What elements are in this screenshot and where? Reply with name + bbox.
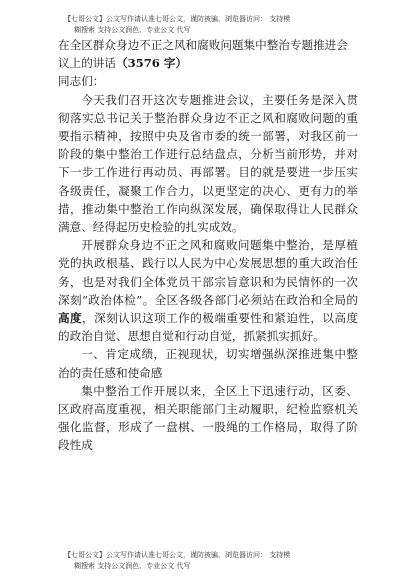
page-header-watermark — [64, 14, 364, 36]
document-title — [58, 36, 358, 72]
document-body — [58, 36, 358, 455]
footer-line-1: 【七哥公文】公文写作请认准七哥公文，谨防被骗，浏览器访问： 支持模 — [64, 551, 291, 559]
title-text: 在全区群众身边不正之风和腐败问题集中整治专题推进会议上的讲话 — [58, 38, 348, 71]
greeting: 同志们： — [58, 74, 105, 89]
header-line-2: 糊搜索 支持公文润色、专业公文 代写 — [74, 26, 191, 34]
paragraph-1: 今天我们召开这次专题推进会议，主要任务是深入贯彻落实总书记关于整治群众身边不正之风和腐败问题的重要指示精神，按照中央及省市委的统一部署，对我区前一阶段的集中整治工作进行总结盘点，分析当前形势，并对下一步工作进行再动员、再部署。目的就是要进一步压实各级责任，凝聚工作合力，以更坚定的决心、更有力的举措，推动集中整治工作向纵深发展，确保取得让人民群众满意、经得起历史检验的扎实成效。 — [58, 92, 358, 235]
paragraph-2-text-b: ，深刻认识这项工作的极端重要性和紧迫性，以高度的政治自觉、思想自觉和行动自觉，抓紧抓实抓好。 — [58, 311, 358, 344]
word-count: （3576 字） — [115, 56, 188, 71]
page-footer-watermark — [64, 550, 364, 572]
paragraph-3: 集中整治工作开展以来，全区上下迅速行动，区委、区政府高度重视，相关职能部门主动履职，纪检监察机关强化监督，形成了一盘棋、一股绳的工作格局，取得了阶段性成 — [58, 383, 358, 453]
paragraph-2-bold: 高度 — [58, 311, 83, 326]
header-line-1: 【七哥公文】公文写作请认准七哥公文，谨防被骗，浏览器访问： 支持模 — [64, 15, 291, 23]
section-heading-1: 一、肯定成绩，正视现状，切实增强纵深推进集中整治的责任感和使命感 — [58, 347, 358, 380]
footer-line-2: 糊搜索 支持公文润色、专业公文 代写 — [74, 562, 191, 570]
paragraph-2-text-a: 开展群众身边不正之风和腐败问题集中整治，是厚植党的执政根基、践行以人民为中心发展思想的重大政治任务，也是对我们全体党员干部宗旨意识和为民情怀的一次深刻“政治体检”。全区各级各部门必须站在政治和全局的 — [58, 238, 358, 307]
paragraph-2 — [58, 236, 358, 345]
